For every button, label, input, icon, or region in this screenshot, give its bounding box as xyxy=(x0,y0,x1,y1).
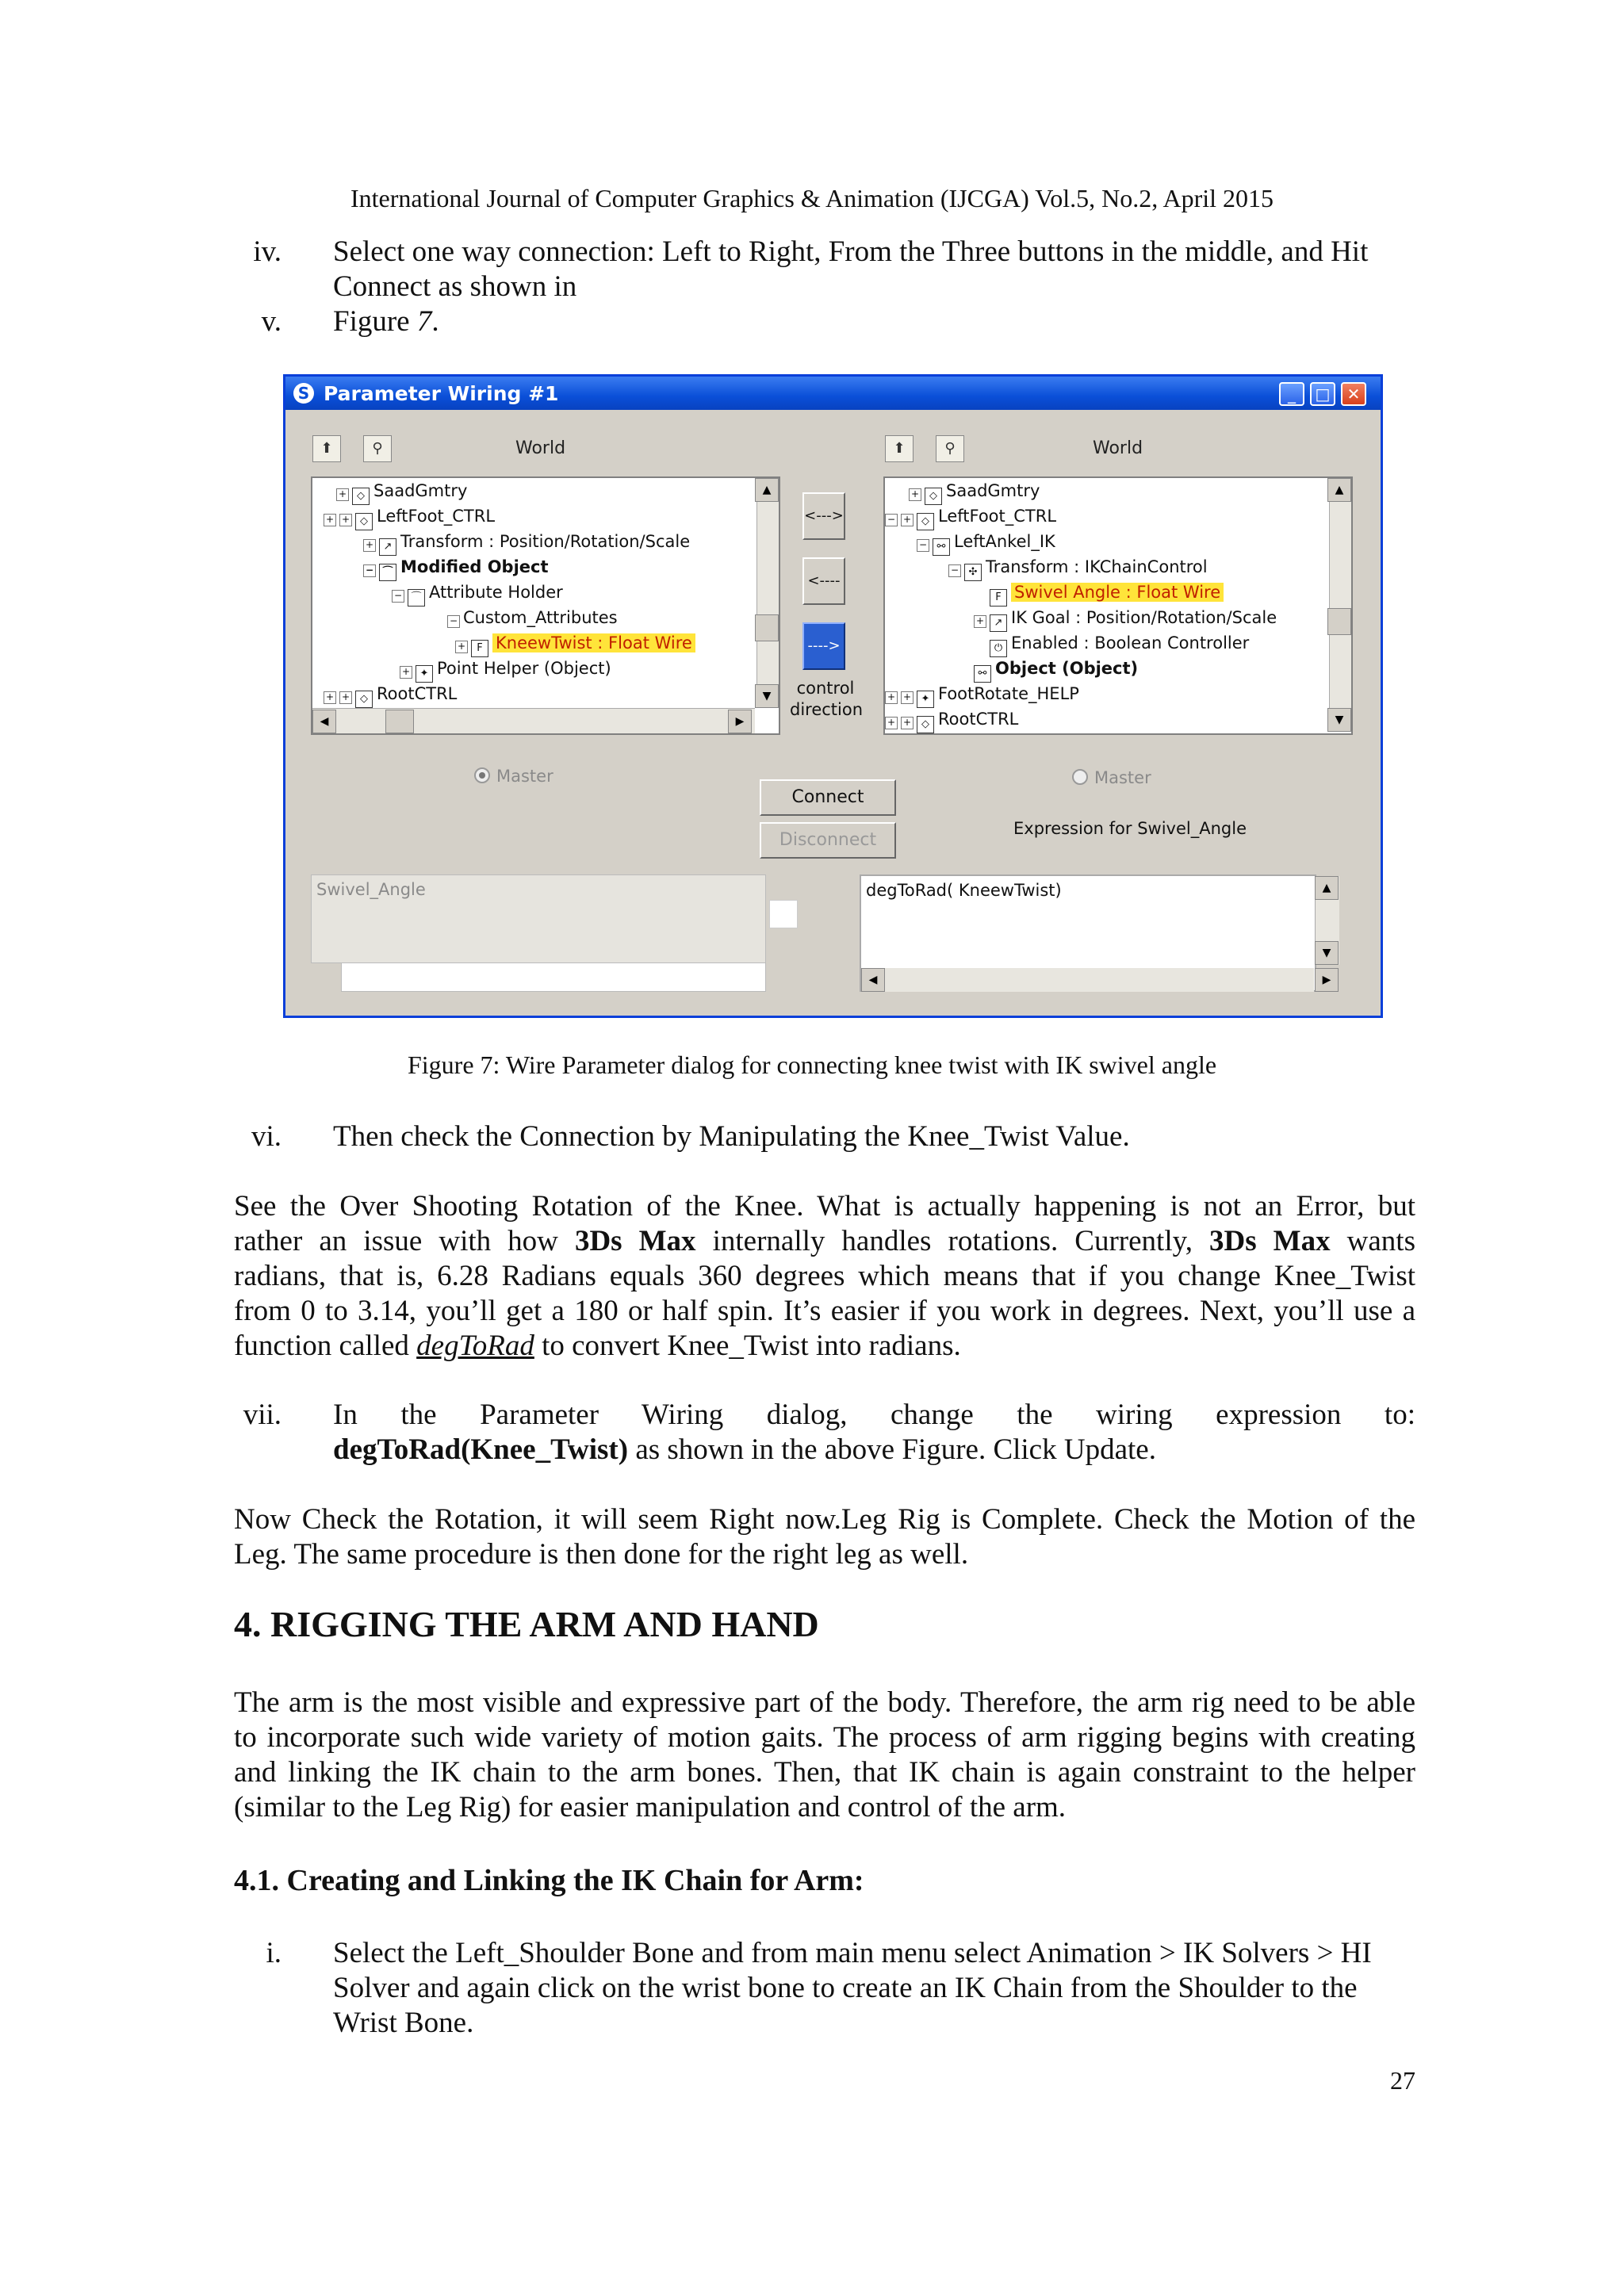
tree-item[interactable]: − ⌒ Attribute Holder xyxy=(392,580,563,605)
boolean-controller-icon: ⏻ xyxy=(990,640,1007,657)
connect-button[interactable]: Connect xyxy=(760,779,896,816)
close-button[interactable]: ✕ xyxy=(1341,382,1366,406)
control-direction-label: control direction xyxy=(790,679,864,719)
both-ways-button[interactable]: <---> xyxy=(802,492,845,540)
left-to-right-button[interactable]: ----> xyxy=(802,622,845,670)
scroll-up-icon[interactable]: ▲ xyxy=(1315,876,1339,900)
list-item-iv-line1: Select one way connection: Left to Right, From the Three buttons in the middle, and Hit xyxy=(333,235,1369,268)
expression-textarea[interactable]: degToRad( KneewTwist) xyxy=(860,874,1316,992)
tree-item[interactable]: + ↗ Transform : Position/Rotation/Scale xyxy=(363,529,690,554)
scroll-left-icon[interactable]: ◀ xyxy=(312,710,336,733)
list-item-i: Select the Left_Shoulder Bone and from main menu select Animation > IK Solvers > HI Solver and again click on the wrist bone to create an IK Chain from the Shoulder to the Wrist Bone. xyxy=(333,1937,1372,2039)
scroll-thumb[interactable] xyxy=(755,614,779,641)
ik-controller-icon: ✣ xyxy=(964,564,982,581)
left-up-folder-icon[interactable]: ⬆ xyxy=(312,435,341,462)
left-pick-icon[interactable]: ⚲ xyxy=(363,435,392,462)
tree-item[interactable]: − Custom_Attributes xyxy=(447,605,618,630)
list-item-iv xyxy=(333,235,1427,304)
scroll-thumb[interactable] xyxy=(1327,608,1351,635)
tree-item-selected[interactable]: + F KneewTwist : Float Wire xyxy=(455,630,695,656)
disconnect-button[interactable]: Disconnect xyxy=(760,822,896,859)
right-up-folder-icon[interactable]: ⬆ xyxy=(885,435,914,462)
left-parameter-textarea[interactable]: Swivel_Angle xyxy=(311,874,766,963)
tree-item[interactable]: + ◇ SaadGmtry xyxy=(336,478,467,503)
box-object-icon: ◇ xyxy=(917,513,934,530)
left-master-radio[interactable]: Master xyxy=(474,767,553,786)
right-master-radio[interactable]: Master xyxy=(1072,768,1151,787)
list-item-iv-line2: Connect as shown in xyxy=(333,270,577,303)
tree-item[interactable]: + + ◇ LeftFoot_CTRL xyxy=(324,503,495,529)
right-world-label: World xyxy=(1093,438,1143,458)
tree-item[interactable]: − ✣ Transform : IKChainControl xyxy=(948,554,1208,580)
figure-caption: Figure 7: Wire Parameter dialog for connecting knee twist with IK swivel angle xyxy=(407,1050,1217,1079)
maximize-button[interactable]: □ xyxy=(1310,382,1335,406)
radio-icon xyxy=(1072,769,1088,785)
left-parameter-input[interactable] xyxy=(341,963,766,992)
scroll-down-icon[interactable]: ▼ xyxy=(755,684,779,708)
update-indicator[interactable] xyxy=(769,900,798,928)
minimize-button[interactable]: _ xyxy=(1279,382,1304,406)
list-number-v: v. xyxy=(261,305,282,338)
transform-icon: ↗ xyxy=(379,538,396,556)
point-helper-icon: ✦ xyxy=(416,665,433,683)
subsection-heading: 4.1. Creating and Linking the IK Chain for Arm: xyxy=(234,1864,864,1897)
expression-label: Expression for Swivel_Angle xyxy=(1013,819,1247,838)
tree-item[interactable]: − + ◇ LeftFoot_CTRL xyxy=(885,503,1056,529)
box-object-icon: ◇ xyxy=(352,488,370,505)
parameter-wiring-dialog xyxy=(283,374,1383,1018)
left-world-label: World xyxy=(515,438,566,458)
tree-item[interactable]: + + ✦ FootRotate_HELP xyxy=(885,681,1079,706)
tree-item[interactable]: − ⚯ LeftAnkel_IK xyxy=(917,529,1055,554)
tree-item[interactable]: − ⌒ Modified Object xyxy=(363,554,549,580)
box-object-icon: ◇ xyxy=(355,691,373,708)
box-object-icon: ◇ xyxy=(925,488,942,505)
tree-item[interactable]: ⚯ Object (Object) xyxy=(974,656,1138,681)
transform-icon: ↗ xyxy=(990,614,1007,632)
radio-icon xyxy=(474,767,490,783)
list-number-vi: vi. xyxy=(251,1120,282,1153)
right-pick-icon[interactable]: ⚲ xyxy=(936,435,964,462)
tree-item[interactable]: ⏻ Enabled : Boolean Controller xyxy=(990,630,1249,656)
point-helper-icon: ✦ xyxy=(917,691,934,708)
left-vertical-scrollbar[interactable] xyxy=(756,478,779,708)
scroll-down-icon[interactable]: ▼ xyxy=(1327,708,1351,732)
page-number: 27 xyxy=(1390,2066,1415,2095)
tree-item[interactable]: + ✦ Point Helper (Object) xyxy=(400,656,611,681)
left-tree-view[interactable] xyxy=(311,476,780,735)
scroll-up-icon[interactable]: ▲ xyxy=(755,478,779,502)
scroll-right-icon[interactable]: ▶ xyxy=(1315,968,1339,992)
right-vertical-scrollbar[interactable] xyxy=(1329,478,1352,708)
paragraph-rotation: See the Over Shooting Rotation of the Knee. What is actually happening is not an Error, but rather an issue with how 3Ds Max internally handles rotations. Currently, 3Ds Max wants radians, that is, 6.28 Radians equals 360 degrees which means that if you change Knee_Twist from 0 to 3.14, you’ll get a 180 or half spin. It’s easier if you work in degrees. Next, you’ll use a function called degToRad to convert Knee_Twist into radians. xyxy=(234,1190,1415,1362)
list-item-vi: Then check the Connection by Manipulating the Knee_Twist Value. xyxy=(333,1120,1130,1153)
tree-item[interactable]: + + ◇ RootCTRL xyxy=(885,706,1018,732)
float-wire-icon: F xyxy=(990,589,1007,607)
dialog-title: Parameter Wiring #1 xyxy=(324,382,559,405)
modifier-icon: ⌒ xyxy=(379,564,396,581)
scroll-left-icon[interactable]: ◀ xyxy=(861,968,885,992)
app-logo-icon: S xyxy=(293,383,314,404)
paragraph-leg-rig: Now Check the Rotation, it will seem Right now.Leg Rig is Complete. Check the Motion of the Leg. The same procedure is then done for the right leg as well. xyxy=(234,1503,1415,1571)
right-to-left-button[interactable]: <---- xyxy=(802,557,845,605)
list-item-vii: In the Parameter Wiring dialog, change the wiring expression to: degToRad(Knee_Twist) as shown in the above Figure. Click Update. xyxy=(333,1399,1415,1466)
section-heading: 4. RIGGING THE ARM AND HAND xyxy=(234,1604,819,1644)
degtorad-link[interactable]: degToRad xyxy=(416,1330,534,1362)
scroll-up-icon[interactable]: ▲ xyxy=(1327,478,1351,502)
modifier-icon: ⌒ xyxy=(408,589,425,607)
box-object-icon: ◇ xyxy=(917,716,934,733)
scroll-right-icon[interactable]: ▶ xyxy=(728,710,752,733)
dialog-titlebar[interactable] xyxy=(285,377,1381,410)
ik-chain-icon: ⚯ xyxy=(933,538,950,556)
list-number-vii: vii. xyxy=(243,1399,282,1431)
left-horizontal-scrollbar[interactable] xyxy=(312,708,755,734)
right-tree-view[interactable] xyxy=(883,476,1353,735)
box-object-icon: ◇ xyxy=(355,513,373,530)
scroll-thumb[interactable] xyxy=(385,710,414,733)
ik-chain-icon: ⚯ xyxy=(974,665,991,683)
list-number-i: i. xyxy=(266,1937,282,1969)
tree-item[interactable]: + ◇ SaadGmtry xyxy=(909,478,1040,503)
float-wire-icon: F xyxy=(471,640,488,657)
expression-horizontal-scrollbar[interactable] xyxy=(861,968,1314,992)
paragraph-arm: The arm is the most visible and expressive part of the body. Therefore, the arm rig need to be able to incorporate such wide variety of motion gaits. The process of arm rigging begins with creating and linking the IK chain to the arm bones. Then, that IK chain is again constraint to the helper (similar to the Leg Rig) for easier manipulation and control of the arm. xyxy=(234,1686,1415,1823)
journal-header: International Journal of Computer Graphics & Animation (IJCGA) Vol.5, No.2, April 2015 xyxy=(350,184,1274,212)
list-number-iv: iv. xyxy=(253,235,282,268)
tree-item-selected[interactable]: F Swivel Angle : Float Wire xyxy=(990,580,1224,605)
tree-item[interactable]: + ↗ IK Goal : Position/Rotation/Scale xyxy=(974,605,1277,630)
list-item-v: Figure 7. xyxy=(333,305,439,338)
tree-item[interactable]: + + ◇ RootCTRL xyxy=(324,681,457,706)
scroll-down-icon[interactable]: ▼ xyxy=(1315,941,1339,965)
